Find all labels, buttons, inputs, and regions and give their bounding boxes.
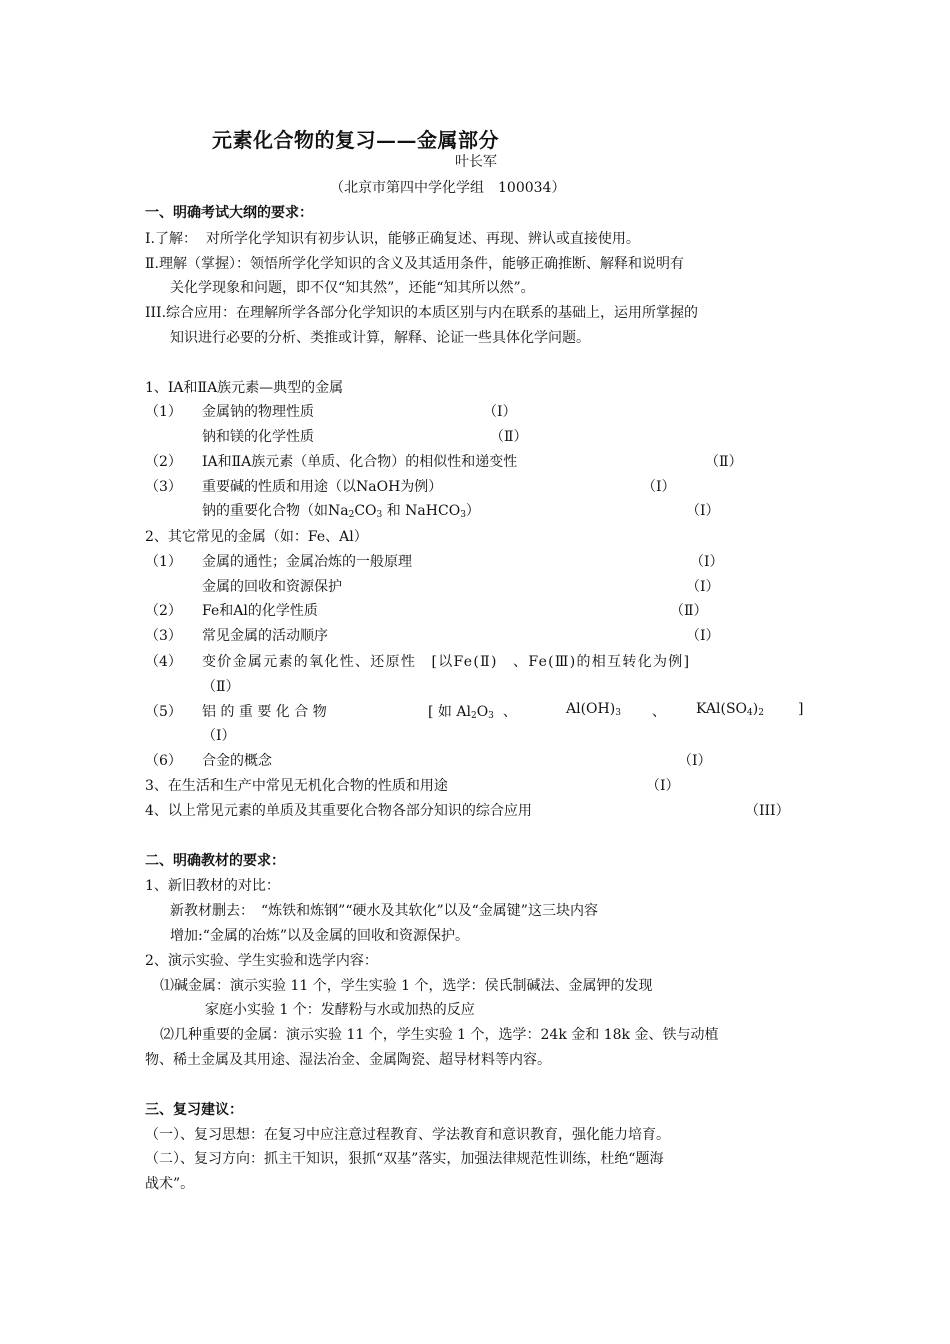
aluminium-compounds (428, 701, 517, 721)
text-fragment: KAl(SO (696, 701, 748, 717)
item-text: ⅠA和ⅡA族元素（单质、化合物）的相似性和递变性 (202, 454, 518, 470)
subscript: 2 (758, 708, 764, 718)
text-fragment: CO (354, 503, 377, 519)
subscript: 2 (470, 711, 477, 721)
item-num: （3） (145, 479, 182, 495)
item-num: （1） (145, 554, 182, 570)
paragraph: ⑴碱金属：演示实验 11 个，学生实验 1 个，选学：侯氏制碱法、金属钾的发现 (160, 978, 653, 994)
level-3-label: III.综合应用： (145, 305, 237, 321)
bracket-close: ] (798, 701, 804, 717)
item-level: （Ⅰ） (642, 479, 676, 495)
item-level: （Ⅱ） (705, 454, 743, 470)
level-3-cont: 知识进行必要的分析、类推或计算，解释、论证一些具体化学问题。 (170, 330, 590, 346)
item-text: 钠和镁的化学性质 (202, 429, 314, 445)
separator: 、 (652, 704, 666, 720)
paragraph: 1、新旧教材的对比： (145, 878, 280, 894)
item-num: （2） (145, 603, 182, 619)
item-level: （Ⅱ） (490, 429, 528, 445)
item-text: 合金的概念 (202, 753, 272, 769)
text-fragment: Al(OH) (566, 701, 616, 717)
paragraph: 2、演示实验、学生实验和选学内容： (145, 953, 378, 969)
item-text-sodium-compounds (202, 500, 480, 520)
item-text: 常见金属的活动顺序 (202, 628, 328, 644)
item-num: （2） (145, 454, 182, 470)
item-num: （3） (145, 628, 182, 644)
item-level: （Ⅰ） (646, 778, 680, 794)
text-fragment: O (476, 704, 489, 720)
section3-heading: 三、复习建议： (145, 1102, 243, 1118)
level-2-label: Ⅱ.理解（掌握）： (145, 256, 250, 272)
text-fragment: 、 (502, 704, 517, 720)
item-text: 金属的回收和资源保护 (202, 579, 342, 595)
paragraph: 家庭小实验 1 个：发酵粉与水或加热的反应 (205, 1002, 475, 1018)
item-text: 金属的通性；金属冶炼的一般原理 (202, 554, 412, 570)
item-level: （Ⅰ） (202, 728, 236, 744)
item-num: （4） (145, 654, 182, 670)
subscript: 3 (615, 708, 621, 718)
subscript: 4 (747, 708, 753, 718)
paragraph: 增加:“金属的冶炼”以及金属的回收和资源保护。 (170, 928, 470, 944)
item-num: （5） (145, 704, 182, 720)
subscript: 3 (460, 510, 466, 520)
item-level: （Ⅰ） (686, 628, 720, 644)
item-text: 重要碱的性质和用途（以NaOH为例） (202, 479, 443, 495)
paragraph: ⑵几种重要的金属：演示实验 11 个，学生实验 1 个，选学：24k 金和 18k 金、铁与动植 (160, 1027, 719, 1043)
item-text: 铝 的 重 要 化 合 物 (202, 704, 327, 720)
author: 叶长军 (455, 154, 497, 170)
topic-3: 3、在生活和生产中常见无机化合物的性质和用途 (145, 778, 448, 794)
subscript: 3 (376, 510, 383, 520)
item-text: Fe和Al的化学性质 (202, 603, 318, 619)
affiliation: （北京市第四中学化学组 100034） (330, 180, 566, 196)
item-level: （Ⅰ） (686, 579, 720, 595)
topic-4: 4、以上常见元素的单质及其重要化合物各部分知识的综合应用 (145, 803, 532, 819)
paragraph: 新教材删去： “炼铁和炼钢”“硬水及其软化”以及“金属键”这三块内容 (170, 903, 598, 919)
paragraph: 战术”。 (145, 1176, 195, 1192)
level-2-text: 领悟所学化学知识的含义及其适用条件，能够正确推断、解释和说明有 (249, 256, 684, 272)
subscript: 3 (488, 711, 494, 721)
topic-2: 2、其它常见的金属（如：Fe、Al） (145, 529, 368, 545)
item-num: （6） (145, 753, 182, 769)
level-2 (145, 253, 684, 273)
item-level: （Ⅰ） (686, 503, 720, 519)
item-text: 金属钠的物理性质 (202, 404, 314, 420)
topic-1: 1、ⅠA和ⅡA族元素—典型的金属 (145, 380, 344, 396)
item-level: （Ⅰ） (678, 753, 712, 769)
item-num: （1） (145, 404, 182, 420)
paragraph: （一）、复习思想：在复习中应注意过程教育、学法教育和意识教育，强化能力培育。 (145, 1127, 670, 1143)
paragraph: 物、稀土金属及其用途、湿法冶金、金属陶瓷、超导材料等内容。 (145, 1052, 551, 1068)
level-3-text: 在理解所学各部分化学知识的本质区别与内在联系的基础上，运用所掌握的 (236, 305, 699, 321)
text-fragment: [ 如 Al (428, 704, 471, 720)
section2-heading: 二、明确教材的要求： (145, 853, 285, 869)
item-level: （Ⅰ） (690, 554, 724, 570)
level-1 (145, 228, 640, 248)
section1-heading: 一、明确考试大纲的要求： (145, 205, 313, 221)
alum (696, 701, 764, 718)
level-1-label: Ⅰ.了解： (145, 231, 197, 247)
item-level: （Ⅱ） (202, 679, 240, 695)
level-3 (145, 302, 698, 322)
item-level: （III） (745, 803, 790, 819)
paragraph: （二）、复习方向：抓主干知识，狠抓“双基”落实，加强法律规范性训练，杜绝“题海 (145, 1151, 664, 1167)
item-text: 变价金属元素的氧化性、还原性 [以Fe(Ⅱ) 、Fe(Ⅲ)的相互转化为例] (202, 654, 691, 670)
text-fragment: ） (465, 503, 480, 519)
document-title: 元素化合物的复习——金属部分 (212, 128, 499, 152)
subscript: 2 (348, 510, 355, 520)
item-level: （Ⅱ） (670, 603, 708, 619)
aluminium-hydroxide (566, 701, 621, 718)
level-2-cont: 关化学现象和问题，即不仅“知其然”，还能“知其所以然”。 (170, 280, 535, 296)
text-fragment: 钠的重要化合物（如Na (202, 503, 349, 519)
text-fragment: ) (752, 701, 759, 717)
level-1-text: 对所学化学知识有初步认识，能够正确复述、再现、辨认或直接使用。 (205, 231, 640, 247)
text-fragment: 和 NaHCO (382, 503, 461, 519)
item-level: （Ⅰ） (483, 404, 517, 420)
